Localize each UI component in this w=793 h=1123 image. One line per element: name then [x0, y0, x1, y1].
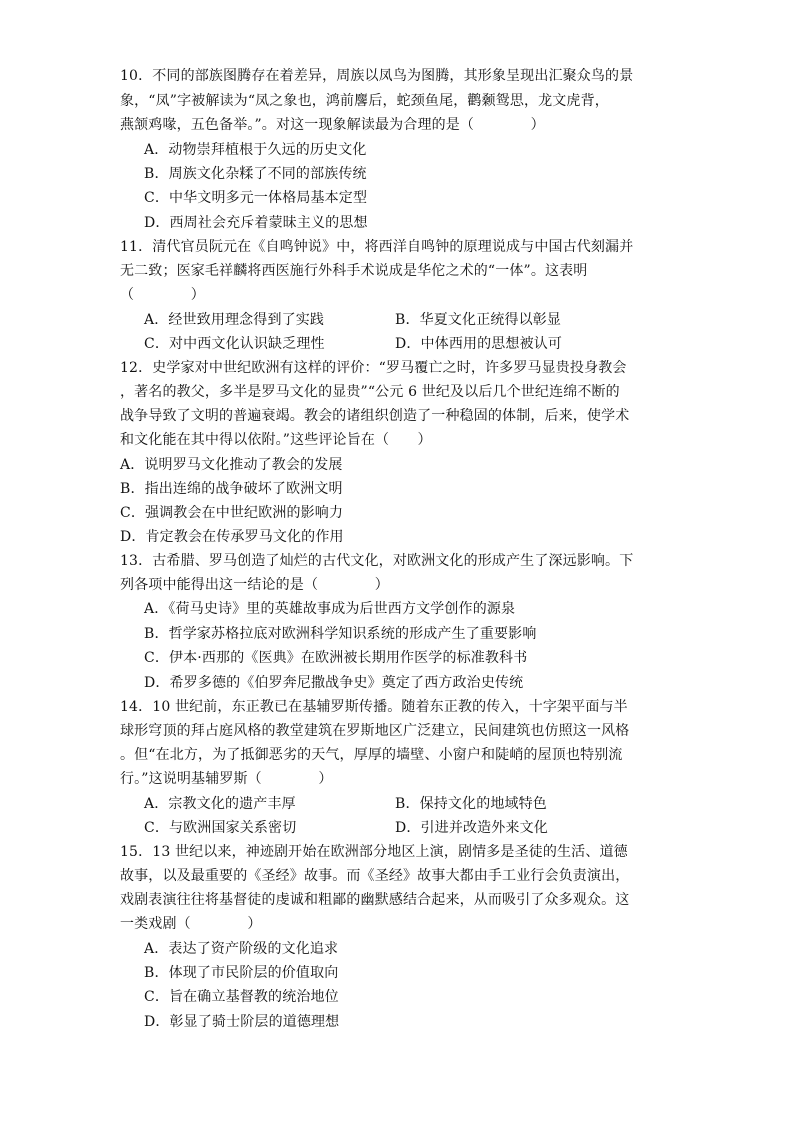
- q14-option-c: C．与欧洲国家关系密切: [144, 820, 297, 836]
- q11-stem-line-2: 无二致；医家毛祥麟将西医施行外科手术说成是华佗之术的“一体”。这表明: [120, 263, 588, 279]
- q12-stem-line-4: 和文化能在其中得以依附。”这些评论旨在（ ）: [120, 432, 432, 448]
- q14-stem-line-3: 。但“在北方，为了抵御恶劣的天气，厚厚的墙壁、小窗户和陡峭的屋顶也特别流: [120, 747, 623, 763]
- q10-option-a: A．动物崇拜植根于久远的历史文化: [144, 142, 367, 158]
- q11-option-b: B．华夏文化正统得以彰显: [395, 312, 562, 328]
- q15-option-d: D．彰显了骑士阶层的道德理想: [144, 1014, 340, 1030]
- q10-option-b: B．周族文化杂糅了不同的部族传统: [144, 166, 367, 182]
- q14-stem-line-2: 球形穹顶的拜占庭风格的教堂建筑在罗斯地区广泛建立，民间建筑也仿照这一风格: [120, 723, 630, 739]
- q12-option-c: C．强调教会在中世纪欧洲的影响力: [120, 505, 344, 521]
- q11-option-d: D．中体西用的思想被认可: [395, 336, 563, 352]
- q12-stem-line-3: 战争导致了文明的普遍衰竭。教会的诸组织创造了一种稳固的体制，后来，使学术: [120, 408, 630, 424]
- q13-stem-line-2: 列各项中能得出这一结论的是（ ）: [120, 577, 389, 593]
- q10-option-d: D．西周社会充斥着蒙昧主义的思想: [144, 215, 368, 231]
- q12-option-d: D．肯定教会在传承罗马文化的作用: [120, 529, 344, 545]
- q12-option-b: B．指出连绵的战争破坏了欧洲文明: [120, 481, 343, 497]
- q14-stem-line-1: 14．10 世纪前，东正教已在基辅罗斯传播。随着东正教的传入，十字架平面与半: [120, 699, 628, 715]
- q11-stem-line-3: （ ）: [120, 287, 205, 303]
- q11-stem-line-1: 11．清代官员阮元在《自鸣钟说》中，将西洋自鸣钟的原理说成与中国古代刻漏并: [120, 239, 634, 255]
- q13-option-c: C．伊本·西那的《医典》在欧洲被长期用作医学的标准教科书: [144, 650, 528, 666]
- q15-stem-line-1: 15．13 世纪以来，神迹剧开始在欧洲部分地区上演，剧情多是圣徒的生活、道德: [120, 844, 628, 860]
- q13-stem-line-1: 13．古希腊、罗马创造了灿烂的古代文化，对欧洲文化的形成产生了深远影响。下: [120, 553, 634, 569]
- q10-option-c: C．中华文明多元一体格局基本定型: [144, 190, 368, 206]
- q14-stem-line-4: 行。”这说明基辅罗斯（ ）: [120, 771, 333, 787]
- q15-option-b: B．体现了市民阶层的价值取向: [144, 965, 339, 981]
- q12-stem-line-1: 12．史学家对中世纪欧洲有这样的评价：“罗马覆亡之时，许多罗马显贵投身教会: [120, 360, 627, 376]
- q15-stem-line-2: 故事，以及最重要的《圣经》故事。而《圣经》故事大都由手工业行会负责演出，: [120, 868, 630, 884]
- q13-option-d: D．希罗多德的《伯罗奔尼撒战争史》奠定了西方政治史传统: [144, 675, 524, 691]
- q13-option-a: A．《荷马史诗》里的英雄故事成为后世西方文学创作的源泉: [144, 601, 516, 617]
- q11-option-c: C．对中西文化认识缺乏理性: [144, 336, 325, 352]
- q10-stem-line-2: 象，“凤”字被解读为“凤之象也，鸿前麐后，蛇颈鱼尾，鹳颡鸳思，龙文虎背，: [120, 93, 609, 109]
- q11-option-a: A．经世致用理念得到了实践: [144, 312, 325, 328]
- q15-stem-line-3: 戏剧表演往往将基督徒的虔诚和粗鄙的幽默感结合起来，从而吸引了众多观众。这: [120, 892, 630, 908]
- q15-option-a: A．表达了资产阶级的文化追求: [144, 941, 339, 957]
- q14-option-a: A．宗教文化的遗产丰厚: [144, 796, 296, 812]
- q10-stem-line-3: 燕颔鸡喙，五色备举。”。对这一现象解读最为合理的是（ ）: [120, 117, 545, 133]
- q12-option-a: A．说明罗马文化推动了教会的发展: [120, 457, 343, 473]
- q14-option-b: B．保持文化的地域特色: [395, 796, 547, 812]
- q13-option-b: B．哲学家苏格拉底对欧洲科学知识系统的形成产生了重要影响: [144, 626, 537, 642]
- q15-option-c: C．旨在确立基督教的统治地位: [144, 989, 339, 1005]
- q12-stem-line-2: ，著名的教父，多半是罗马文化的显贵”“公元 6 世纪及以后几个世纪连绵不断的: [120, 384, 620, 400]
- q14-option-d: D．引进并改造外来文化: [395, 820, 548, 836]
- q15-stem-line-4: 一类戏剧（ ）: [120, 916, 262, 932]
- q10-stem-line-1: 10．不同的部族图腾存在着差异，周族以凤鸟为图腾，其形象呈现出汇聚众鸟的景: [120, 68, 634, 84]
